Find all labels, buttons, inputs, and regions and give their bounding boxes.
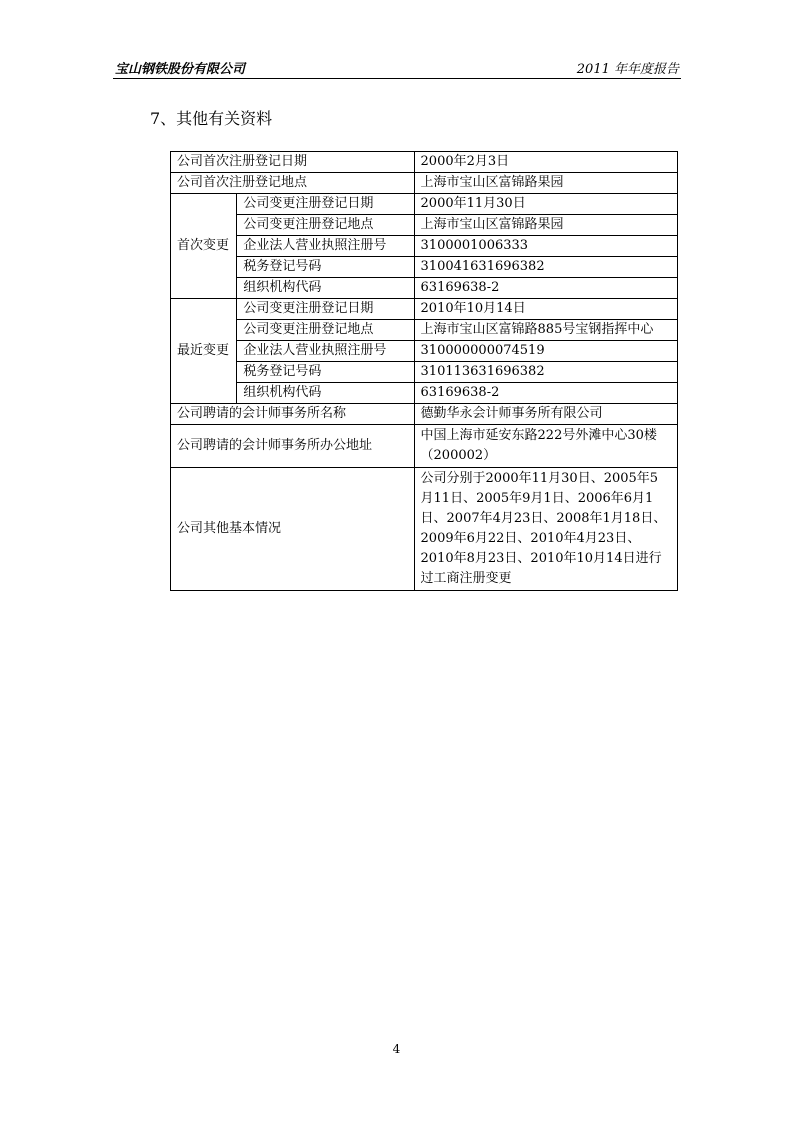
table-row: [171, 468, 678, 591]
row-label: 税务登记号码: [237, 257, 414, 278]
row-label: 公司变更注册登记地点: [237, 320, 414, 341]
header-report-title: 2011 年年度报告: [576, 62, 679, 77]
row-label: 公司变更注册登记日期: [237, 194, 414, 215]
table-row: [171, 341, 678, 362]
table-row: [171, 383, 678, 404]
row-label: 组织机构代码: [237, 383, 414, 404]
table-row: [171, 257, 678, 278]
row-label: 企业法人营业执照注册号: [237, 341, 414, 362]
page-number: 4: [392, 1042, 401, 1056]
table-row: [171, 215, 678, 236]
auditor-address-label: 公司聘请的会计师事务所办公地址: [171, 425, 415, 468]
row-value: 310000000074519: [414, 341, 677, 362]
row-value: 上海市宝山区富锦路885号宝钢指挥中心: [414, 320, 677, 341]
table-row: [171, 320, 678, 341]
header-company-name: 宝山钢铁股份有限公司: [115, 62, 246, 77]
row-label: 组织机构代码: [237, 278, 414, 299]
other-info-value: 公司分别于2000年11月30日、2005年5月11日、2005年9月1日、2006年6月1日、2007年4月23日、2008年1月18日、2009年6月22日、2010年4月23日、2010年8月23日、2010年10月14日进行过工商注册变更: [414, 468, 677, 591]
section-title: 7、其他有关资料: [150, 109, 273, 128]
table-row: [171, 173, 678, 194]
row-value: 63169638-2: [414, 278, 677, 299]
first-reg-place-value: 上海市宝山区富锦路果园: [414, 173, 677, 194]
company-info-table: [170, 151, 678, 591]
row-value: 310041631696382: [414, 257, 677, 278]
table-row: [171, 425, 678, 468]
first-reg-date-value: 2000年2月3日: [414, 152, 677, 173]
table-row: [171, 194, 678, 215]
auditor-name-label: 公司聘请的会计师事务所名称: [171, 404, 415, 425]
row-label: 公司变更注册登记日期: [237, 299, 414, 320]
other-info-label: 公司其他基本情况: [171, 468, 415, 591]
table-row: [171, 362, 678, 383]
table-row: [171, 236, 678, 257]
row-value: 3100001006333: [414, 236, 677, 257]
auditor-name-value: 德勤华永会计师事务所有限公司: [414, 404, 677, 425]
table-row: [171, 278, 678, 299]
row-label: 企业法人营业执照注册号: [237, 236, 414, 257]
auditor-address-value: 中国上海市延安东路222号外滩中心30楼（200002）: [414, 425, 677, 468]
row-value: 2000年11月30日: [414, 194, 677, 215]
row-value: 63169638-2: [414, 383, 677, 404]
row-label: 公司变更注册登记地点: [237, 215, 414, 236]
page-header: [113, 56, 681, 79]
row-value: 310113631696382: [414, 362, 677, 383]
first-reg-date-label: 公司首次注册登记日期: [171, 152, 415, 173]
table-row: [171, 152, 678, 173]
latest-change-label: 最近变更: [171, 299, 237, 404]
row-value: 上海市宝山区富锦路果园: [414, 215, 677, 236]
row-value: 2010年10月14日: [414, 299, 677, 320]
table-row: [171, 404, 678, 425]
first-reg-place-label: 公司首次注册登记地点: [171, 173, 415, 194]
row-label: 税务登记号码: [237, 362, 414, 383]
table-row: [171, 299, 678, 320]
first-change-label: 首次变更: [171, 194, 237, 299]
